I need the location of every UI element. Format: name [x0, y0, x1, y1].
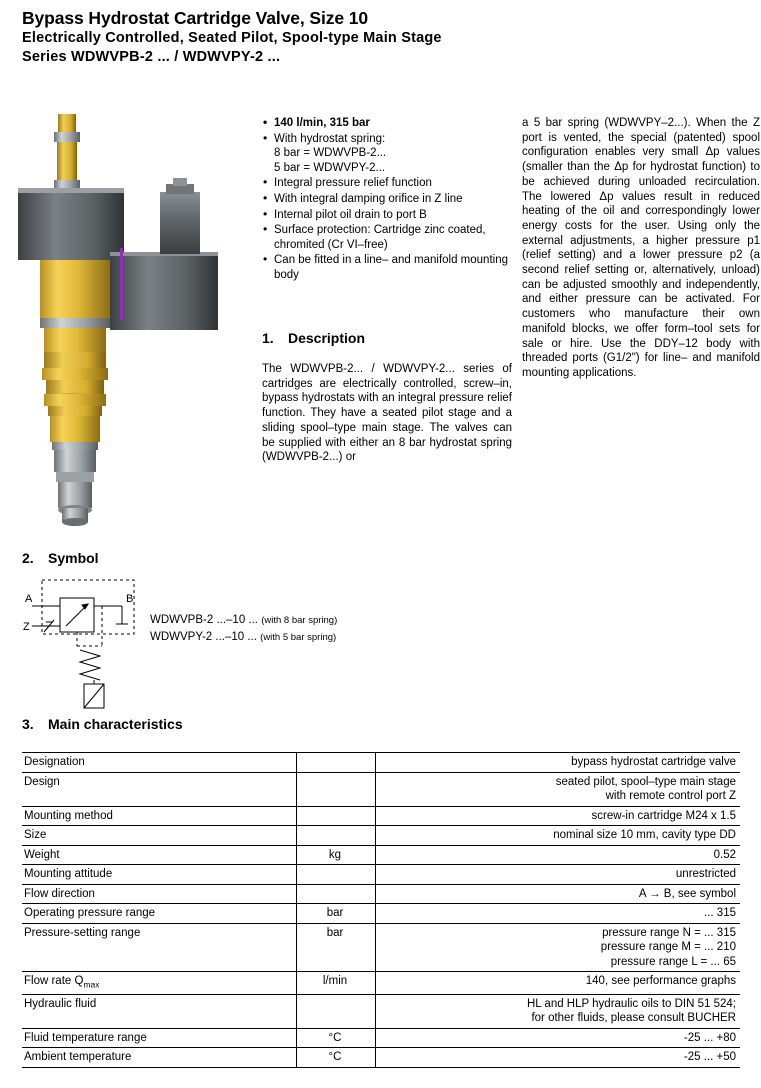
table-row: [22, 994, 740, 1028]
table-row: [22, 1028, 740, 1048]
table-cell-designation: Flow direction: [22, 884, 297, 904]
table-cell-unit: [297, 826, 376, 846]
table-cell-unit: [297, 772, 376, 806]
title-line-1: Bypass Hydrostat Cartridge Valve, Size 10: [22, 8, 369, 28]
table-cell-unit: [297, 806, 376, 826]
table-cell-unit: bar: [297, 904, 376, 924]
table-cell-value: -25 ... +50: [376, 1048, 741, 1068]
table-row: [22, 865, 740, 885]
table-cell-unit: [297, 865, 376, 885]
symbol-port-b-label: B: [126, 593, 134, 605]
table-row: [22, 845, 740, 865]
page-title: [22, 8, 742, 67]
table-cell-value: 0.52: [376, 845, 741, 865]
section-label-3: Main characteristics: [48, 716, 183, 732]
table-cell-designation: Designation: [22, 753, 297, 773]
table-row: [22, 806, 740, 826]
feature-bullet-item: • Surface protection: Cartridge zinc coated, chromited (Cr VI–free): [262, 223, 512, 252]
hydraulic-symbol-diagram: [22, 572, 152, 712]
section-label-2: Symbol: [48, 550, 99, 566]
table-row: [22, 972, 740, 995]
table-cell-value: unrestricted: [376, 865, 741, 885]
table-cell-designation: Flow rate $Q_{max}$: [22, 972, 297, 995]
description-paragraph: The WDWVPB-2... / WDWVPY-2... series of cartridges are electrically controlled, screw–in, bypass hydrostats with an integral pressure relief function. They have a seated pilot stage and a sliding spool–type main stage. The valves can be supplied with either an 8 bar hydrostat spring (WDWVPB-2...) or: [262, 363, 512, 464]
feature-bullet-item: • With integral damping orifice in Z line: [262, 192, 512, 207]
table-cell-value: screw-in cartridge M24 x 1.5: [376, 806, 741, 826]
feature-bullet-item: • Internal pilot oil drain to port B: [262, 208, 512, 223]
table-cell-unit: [297, 994, 376, 1028]
table-row: [22, 826, 740, 846]
table-cell-unit: [297, 884, 376, 904]
table-cell-designation: Hydraulic fluid: [22, 994, 297, 1028]
table-cell-value: nominal size 10 mm, cavity type DD: [376, 826, 741, 846]
title-line-2: Electrically Controlled, Seated Pilot, Spool-type Main Stage: [22, 30, 442, 46]
symbol-model-row: [150, 612, 337, 629]
table-cell-value: ... 315: [376, 904, 741, 924]
symbol-model-1: WDWVPY-2 ...–10 ...: [150, 631, 257, 643]
table-cell-unit: [297, 753, 376, 773]
table-cell-designation: Mounting attitude: [22, 865, 297, 885]
table-cell-value: HL and HLP hydraulic oils to DIN 51 524; for other fluids, please consult BUCHER: [376, 994, 741, 1028]
section-number-1: 1.: [262, 330, 274, 346]
table-cell-value: seated pilot, spool–type main stage with remote control port Z: [376, 772, 741, 806]
table-cell-designation: Weight: [22, 845, 297, 865]
table-cell-unit: l/min: [297, 972, 376, 995]
feature-bullet-list: [262, 116, 512, 284]
table-cell-designation: Design: [22, 772, 297, 806]
feature-bullet-item: • Integral pressure relief function: [262, 176, 512, 191]
symbol-port-a-label: A: [25, 593, 33, 605]
symbol-model-list: [150, 612, 337, 646]
table-cell-designation: Ambient temperature: [22, 1048, 297, 1068]
feature-bullet-item: • 140 l/min, 315 bar: [262, 116, 512, 131]
symbol-note-0: (with 8 bar spring): [261, 615, 338, 626]
table-cell-designation: Pressure-setting range: [22, 923, 297, 972]
symbol-note-1: (with 5 bar spring): [260, 632, 337, 643]
section-heading-description: [262, 330, 365, 346]
table-cell-value: 140, see performance graphs: [376, 972, 741, 995]
table-cell-value: A → B, see symbol: [376, 884, 741, 904]
symbol-model-row: [150, 629, 337, 646]
table-cell-unit: °C: [297, 1028, 376, 1048]
description-continued-paragraph: a 5 bar spring (WDWVPY–2...). When the Z port is vented, the special (patented) spool configuration enables very small Δp values (smaller than the Δp for hydrostat function) to be achieved during unloaded recirculation. The lowered Δp values result in reduced heating of the oil and correspondingly lower energy costs for the user. Using only the external adjustments, a higher pressure p1 (relief setting) and a lower pressure p2 (a second relief setting or, alternatively, unload) can be adjusted smoothly and independently, and either pressure can be activated. For customers who manufacture their own manifold blocks, we offer form–tool sets for sale or hire. Use the DDY–12 body with threaded ports (G1/2") for line– and manifold mounting applications.: [522, 117, 760, 379]
symbol-model-0: WDWVPB-2 ...–10 ...: [150, 614, 258, 626]
table-row: [22, 923, 740, 972]
table-cell-designation: Mounting method: [22, 806, 297, 826]
section-number-3: 3.: [22, 716, 34, 732]
table-row: [22, 884, 740, 904]
table-cell-value: pressure range N = ... 315 pressure range M = ... 210 pressure range L = ... 65: [376, 923, 741, 972]
valve-illustration: [10, 100, 250, 540]
table-cell-value: -25 ... +80: [376, 1028, 741, 1048]
table-cell-value: bypass hydrostat cartridge valve: [376, 753, 741, 773]
main-characteristics-table: [22, 752, 740, 1068]
title-line-3: Series WDWVPB-2 ... / WDWVPY-2 ...: [22, 49, 281, 65]
feature-bullet-item: • With hydrostat spring: 8 bar = WDWVPB-2... 5 bar = WDWVPY-2...: [262, 132, 512, 176]
table-row: [22, 904, 740, 924]
symbol-port-z-label: Z: [23, 621, 30, 633]
table-cell-designation: Operating pressure range: [22, 904, 297, 924]
table-cell-designation: Size: [22, 826, 297, 846]
section-number-2: 2.: [22, 550, 34, 566]
section-heading-main-characteristics: [22, 716, 183, 732]
table-row: [22, 1048, 740, 1068]
table-cell-unit: bar: [297, 923, 376, 972]
section-label-1: Description: [288, 330, 366, 346]
table-row: [22, 772, 740, 806]
feature-bullet-item: • Can be fitted in a line– and manifold mounting body: [262, 253, 512, 282]
table-cell-unit: kg: [297, 845, 376, 865]
section-heading-symbol: [22, 550, 99, 566]
table-row: [22, 753, 740, 773]
symbol-svg: [22, 572, 154, 714]
product-photo: [10, 100, 250, 540]
table-cell-designation: Fluid temperature range: [22, 1028, 297, 1048]
table-cell-unit: °C: [297, 1048, 376, 1068]
